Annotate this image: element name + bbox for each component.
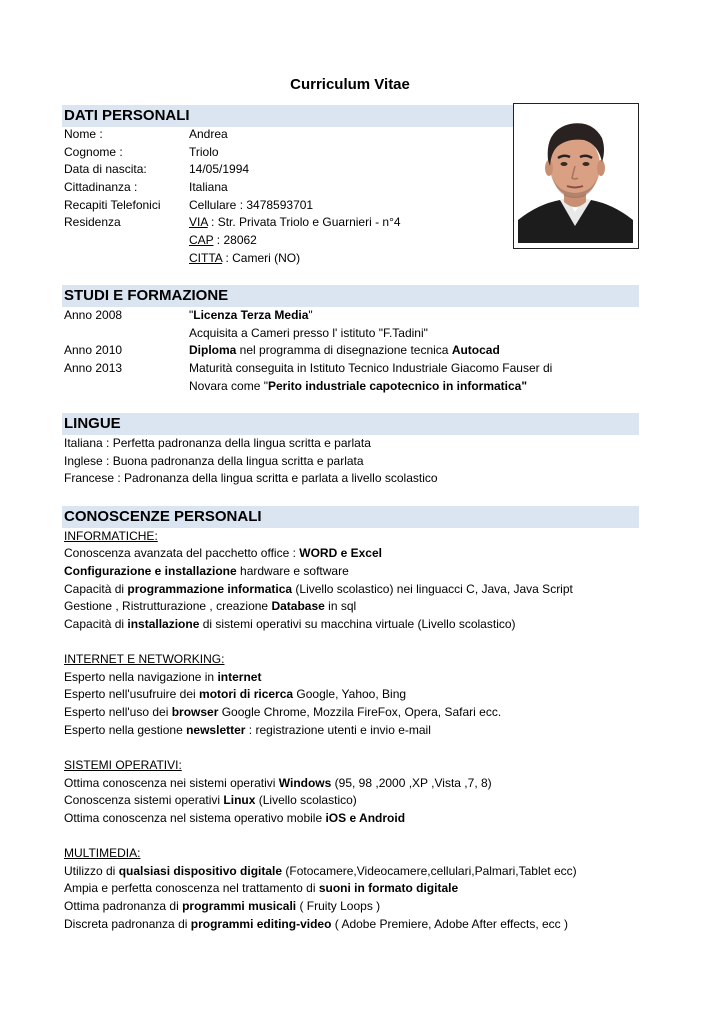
text: Google Chrome, Mozzila FireFox, Opera, Safari ecc.: [218, 705, 502, 719]
text: Esperto nella navigazione in: [64, 670, 218, 684]
bold-text: suoni in formato digitale: [318, 881, 459, 895]
multimedia-line-4: [64, 916, 568, 933]
informatiche-line-5: [64, 616, 516, 633]
informatiche-line-1: [64, 545, 382, 562]
bold-text: newsletter: [186, 723, 246, 737]
novara-text: Novara come ": [189, 379, 268, 393]
value-anno-2010: [189, 342, 500, 359]
label-cittadinanza: Cittadinanza :: [64, 180, 138, 194]
value-residenza-cap: [189, 232, 257, 249]
text: Esperto nella gestione: [64, 723, 187, 737]
licenza-text: Licenza Terza Media: [193, 308, 309, 322]
label-residenza: Residenza: [64, 215, 121, 229]
autocad-text: Autocad: [451, 343, 500, 357]
perito-text: Perito industriale capotecnico in informatica": [267, 379, 528, 393]
portrait-image: [518, 108, 633, 243]
internet-line-3: [64, 704, 501, 721]
section-header-dati-personali: DATI PERSONALI: [62, 105, 639, 127]
informatiche-line-2: [64, 563, 349, 580]
bold-text: internet: [217, 670, 262, 684]
text: ( Fruity Loops ): [296, 899, 381, 913]
bold-text: qualsiasi dispositivo digitale: [118, 864, 283, 878]
multimedia-line-3: [64, 898, 380, 915]
bold-text: iOS e Android: [325, 811, 406, 825]
cap-value: : 28062: [213, 233, 257, 247]
value-cittadinanza: Italiana: [189, 180, 228, 194]
lingua-inglese: Inglese : Buona padronanza della lingua scritta e parlata: [64, 454, 364, 468]
text: (Livello scolastico) nei linguacci C, Java, Java Script: [292, 582, 573, 596]
text: Esperto nell'usufruire dei: [64, 687, 200, 701]
bold-text: programmazione informatica: [127, 582, 293, 596]
value-anno-2013-line2: [189, 378, 527, 395]
subsection-sistemi: SISTEMI OPERATIVI:: [64, 758, 182, 772]
quote-close: ": [308, 308, 313, 322]
text: Utilizzo di: [64, 864, 119, 878]
bold-text: Linux: [223, 793, 256, 807]
quote-open: ": [189, 308, 194, 322]
value-anno-2013-line1: Maturità conseguita in Istituto Tecnico Industriale Giacomo Fauser di: [189, 361, 553, 375]
label-recapiti: Recapiti Telefonici: [64, 198, 161, 212]
text: Esperto nell'uso dei: [64, 705, 172, 719]
bold-text: browser: [171, 705, 219, 719]
lingua-italiana: Italiana : Perfetta padronanza della lingua scritta e parlata: [64, 436, 371, 450]
diploma-mid: nel programma di disegnazione tecnica: [236, 343, 452, 357]
bold-text: Database: [271, 599, 325, 613]
text: ( Adobe Premiere, Adobe After effects, ecc ): [331, 917, 569, 931]
citta-label: CITTA: [189, 251, 223, 265]
profile-photo: [513, 103, 639, 249]
text: Ampia e perfetta conoscenza nel trattamento di: [64, 881, 319, 895]
label-anno-2010: Anno 2010: [64, 343, 123, 357]
text: Ottima conoscenza nel sistema operativo mobile: [64, 811, 326, 825]
sistemi-line-1: [64, 775, 492, 792]
label-anno-2008: Anno 2008: [64, 308, 123, 322]
label-data-nascita: Data di nascita:: [64, 162, 147, 176]
value-recapiti: Cellulare : 3478593701: [189, 198, 314, 212]
value-cognome: Triolo: [189, 145, 219, 159]
subsection-multimedia: MULTIMEDIA:: [64, 846, 141, 860]
text: Google, Yahoo, Bing: [293, 687, 407, 701]
value-residenza-citta: [189, 250, 300, 267]
value-data-nascita: 14/05/1994: [189, 162, 250, 176]
citta-value: : Cameri (NO): [222, 251, 301, 265]
internet-line-1: [64, 669, 261, 686]
subsection-informatiche: INFORMATICHE:: [64, 529, 158, 543]
sistemi-line-3: [64, 810, 405, 827]
text: Conoscenza avanzata del pacchetto office :: [64, 546, 300, 560]
text: Capacità di: [64, 617, 128, 631]
text: in sql: [324, 599, 357, 613]
label-cognome: Cognome :: [64, 145, 123, 159]
bold-text: Configurazione e installazione: [64, 564, 237, 578]
label-nome: Nome :: [64, 127, 103, 141]
value-anno-2008: [189, 307, 313, 324]
bold-text: installazione: [127, 617, 200, 631]
via-value: : Str. Privata Triolo e Guarnieri - n°4: [207, 215, 401, 229]
text: di sistemi operativi su macchina virtuale (Livello scolastico): [199, 617, 516, 631]
value-anno-2008-line2: Acquisita a Cameri presso l' istituto "F.Tadini": [189, 326, 428, 340]
subsection-internet: INTERNET E NETWORKING:: [64, 652, 225, 666]
text: Conoscenza sistemi operativi: [64, 793, 224, 807]
text: : registrazione utenti e invio e-mail: [245, 723, 431, 737]
section-header-conoscenze: CONOSCENZE PERSONALI: [62, 506, 639, 528]
text: Gestione , Ristrutturazione , creazione: [64, 599, 272, 613]
label-anno-2013: Anno 2013: [64, 361, 123, 375]
bold-text: WORD e Excel: [299, 546, 382, 560]
text: (95, 98 ,2000 ,XP ,Vista ,7, 8): [331, 776, 492, 790]
bold-text: motori di ricerca: [199, 687, 294, 701]
section-header-lingue: LINGUE: [62, 413, 639, 435]
text: Capacità di: [64, 582, 128, 596]
multimedia-line-1: [64, 863, 577, 880]
internet-line-2: [64, 686, 406, 703]
bold-text: programmi musicali: [182, 899, 297, 913]
text: Ottima padronanza di: [64, 899, 183, 913]
bold-text: programmi editing-video: [190, 917, 332, 931]
value-nome: Andrea: [189, 127, 228, 141]
bold-text: Windows: [278, 776, 332, 790]
text: (Livello scolastico): [255, 793, 357, 807]
cap-label: CAP: [189, 233, 214, 247]
multimedia-line-2: [64, 880, 458, 897]
section-header-studi: STUDI E FORMAZIONE: [62, 285, 639, 307]
lingua-francese: Francese : Padronanza della lingua scritta e parlata a livello scolastico: [64, 471, 438, 485]
text: Discreta padronanza di: [64, 917, 191, 931]
informatiche-line-4: [64, 598, 356, 615]
value-residenza-via: [189, 214, 401, 231]
document-title: Curriculum Vitae: [290, 76, 410, 93]
via-label: VIA: [189, 215, 208, 229]
informatiche-line-3: [64, 581, 573, 598]
text: hardware e software: [236, 564, 349, 578]
internet-line-4: [64, 722, 431, 739]
sistemi-line-2: [64, 792, 357, 809]
text: (Fotocamere,Videocamere,cellulari,Palmari,Tablet ecc): [282, 864, 577, 878]
text: Ottima conoscenza nei sistemi operativi: [64, 776, 279, 790]
diploma-text: Diploma: [189, 343, 237, 357]
